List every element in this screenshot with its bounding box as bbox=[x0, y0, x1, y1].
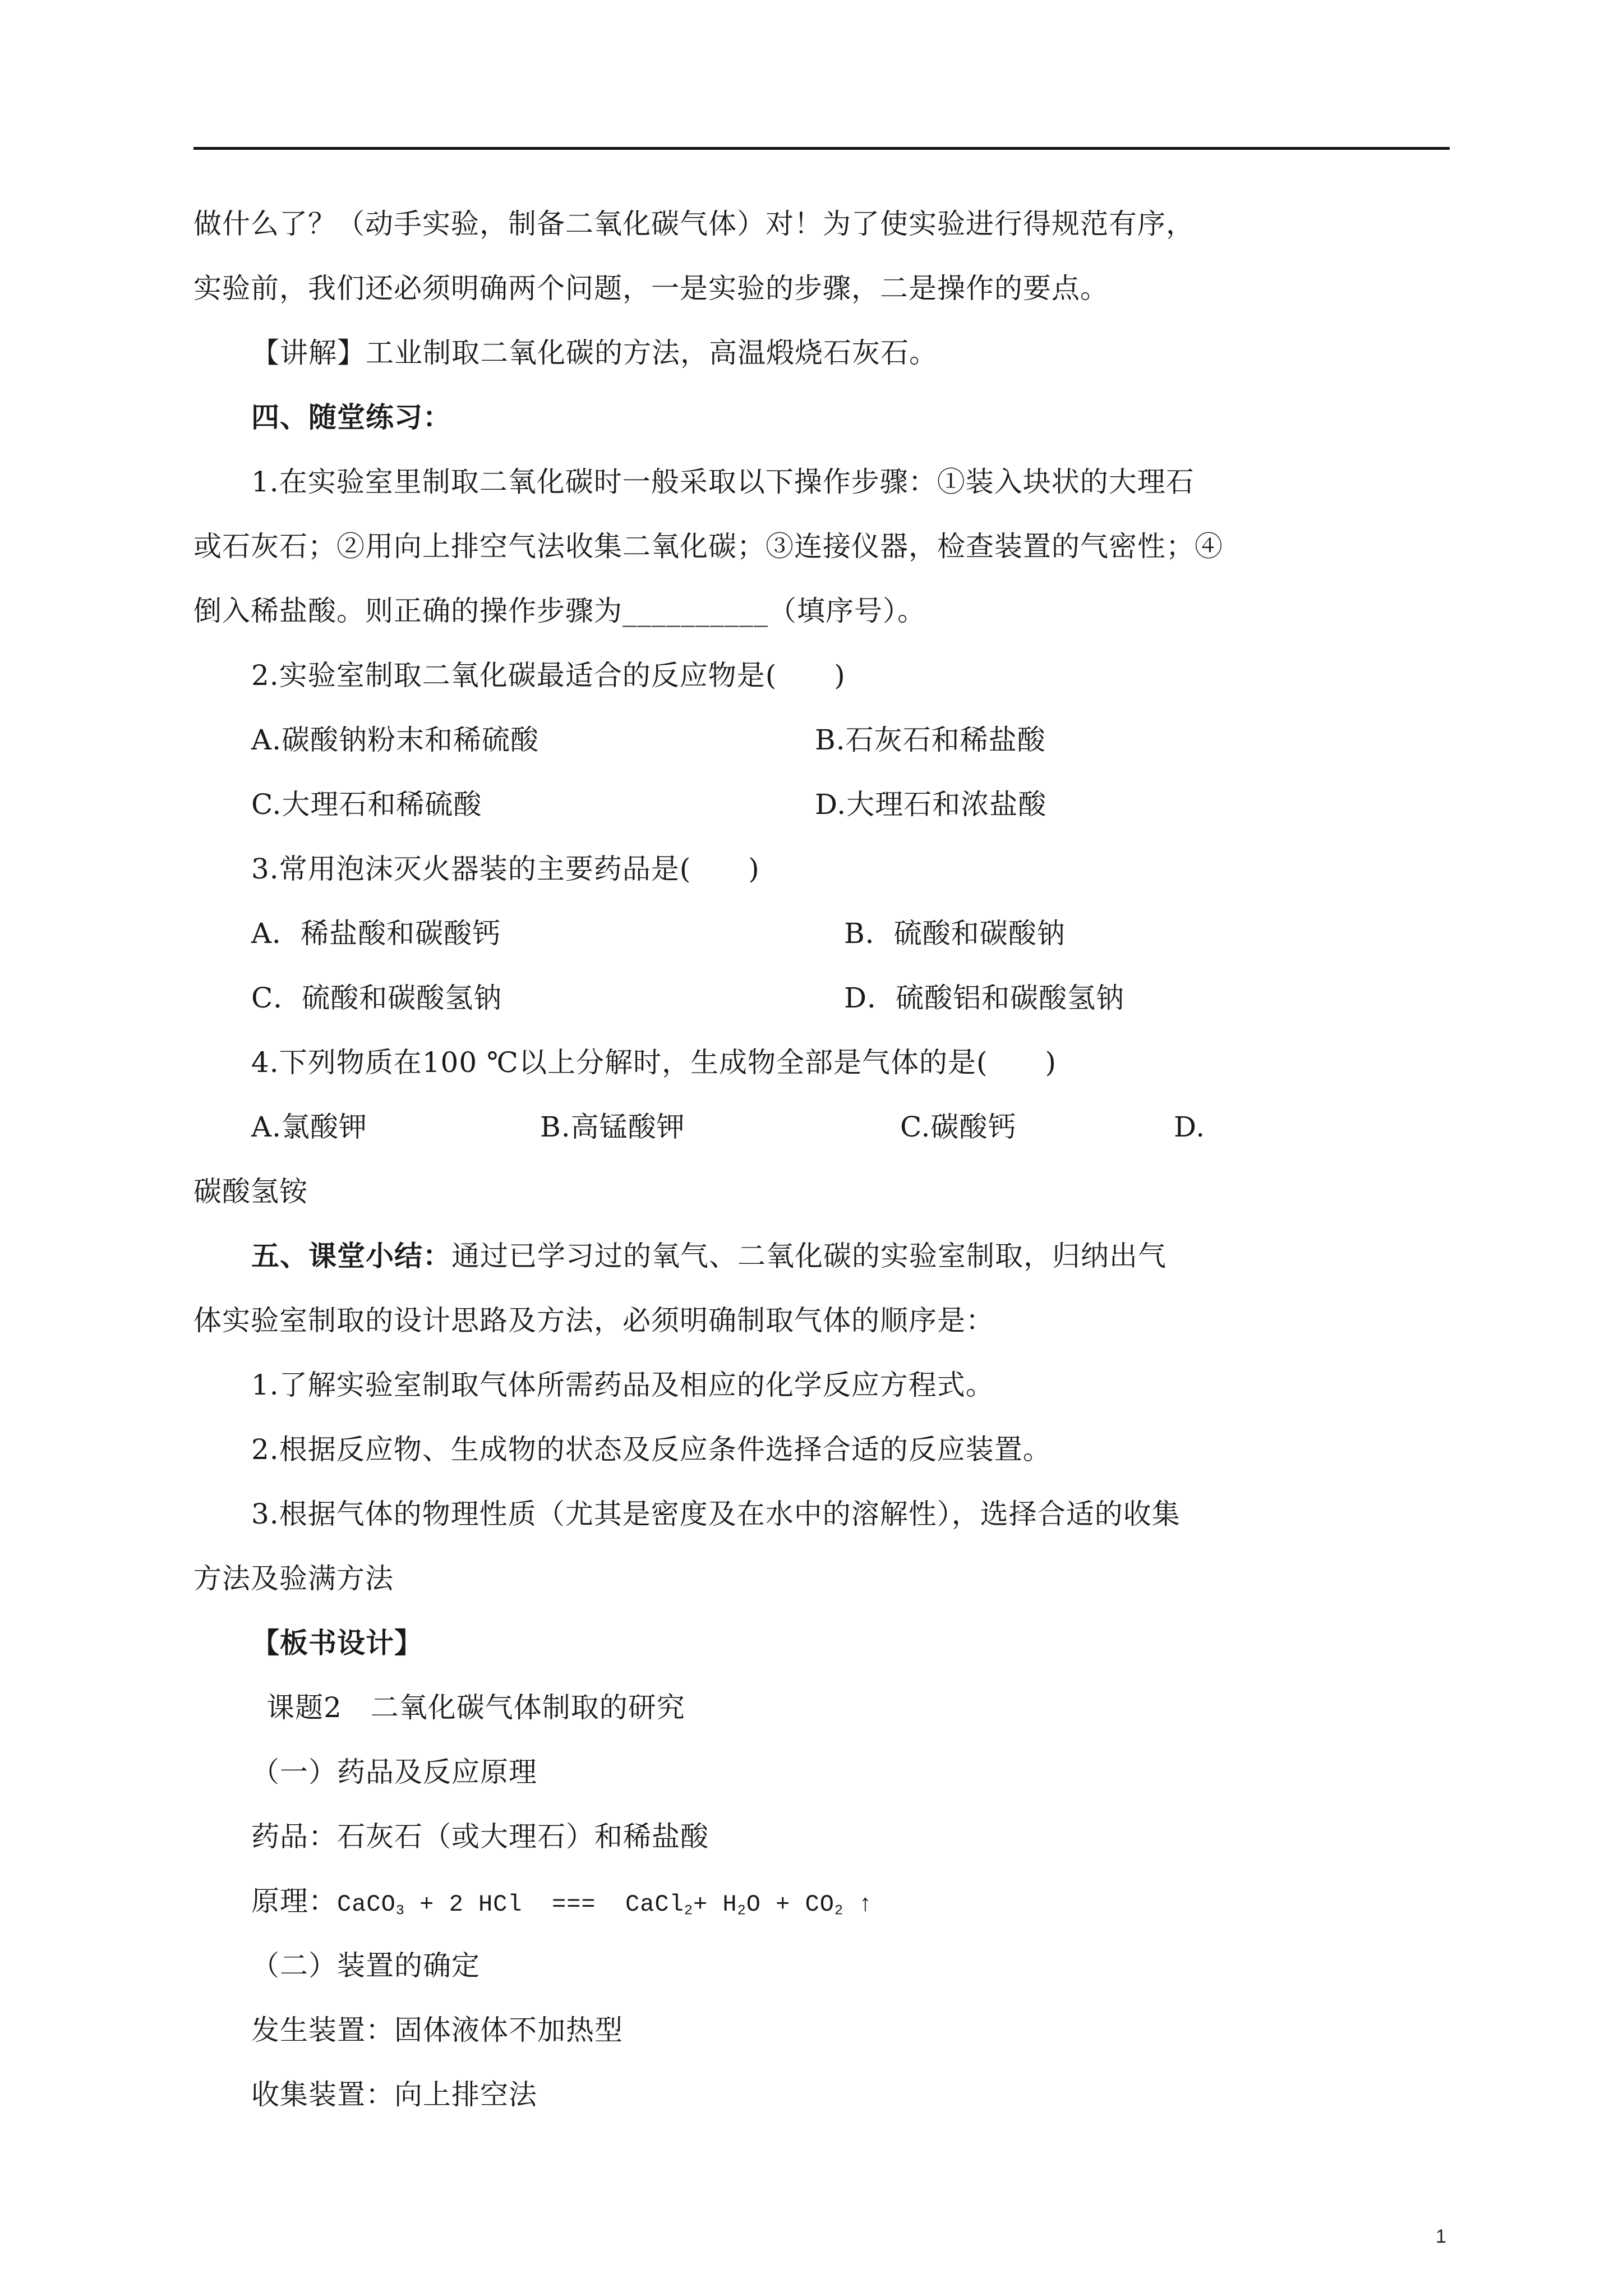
lecture-note: 【讲解】工业制取二氧化碳的方法，高温煅烧石灰石。 bbox=[251, 337, 938, 369]
eq-sub-2c: 2 bbox=[834, 1902, 844, 1919]
q1-line-2: 或石灰石；②用向上排空气法收集二氧化碳；③连接仪器，检查装置的气密性；④ bbox=[193, 530, 1223, 563]
summary-line-1 bbox=[251, 1239, 1166, 1273]
q2-option-c: C.大理石和稀硫酸 bbox=[251, 788, 482, 821]
q4-option-b: B.高锰酸钾 bbox=[540, 1111, 685, 1143]
board-principle bbox=[251, 1884, 873, 1921]
q3-option-c: C．硫酸和碳酸氢钠 bbox=[251, 982, 502, 1014]
q4-option-c: C.碳酸钙 bbox=[900, 1111, 1017, 1143]
practice-heading: 四、随堂练习： bbox=[251, 401, 451, 434]
q4-option-d-label: D. bbox=[1174, 1111, 1206, 1143]
eq-o: O + CO bbox=[746, 1891, 834, 1918]
q1-line-1: 1.在实验室里制取二氧化碳时一般采取以下操作步骤：①装入块状的大理石 bbox=[251, 466, 1195, 498]
q4-stem: 4.下列物质在100 ℃以上分解时，生成物全部是气体的是( ) bbox=[251, 1046, 1057, 1079]
q2-option-b: B.石灰石和稀盐酸 bbox=[815, 724, 1046, 756]
intro-line-2: 实验前，我们还必须明确两个问题，一是实验的步骤，二是操作的要点。 bbox=[193, 272, 1109, 305]
q3-option-b: B．硫酸和碳酸钠 bbox=[844, 917, 1066, 950]
eq-mid: + 2 HCl === CaCl bbox=[404, 1891, 684, 1918]
q1-line-3: 倒入稀盐酸。则正确的操作步骤为__________（填序号）。 bbox=[193, 595, 926, 627]
eq-caco: CaCO bbox=[337, 1891, 396, 1918]
q3-option-d: D．硫酸铝和碳酸氢钠 bbox=[844, 982, 1125, 1014]
intro-line-1: 做什么了？（动手实验，制备二氧化碳气体）对！为了使实验进行得规范有序， bbox=[193, 208, 1195, 240]
q2-option-a: A.碳酸钠粉末和稀硫酸 bbox=[251, 724, 540, 756]
reaction-equation bbox=[337, 1891, 873, 1918]
header-rule bbox=[193, 147, 1450, 150]
q4-option-a: A.氯酸钾 bbox=[251, 1111, 368, 1143]
q2-option-d: D.大理石和浓盐酸 bbox=[815, 788, 1047, 821]
board-collector: 收集装置：向上排空法 bbox=[251, 2078, 537, 2111]
summary-line-1-text: 通过已学习过的氧气、二氧化碳的实验室制取，归纳出气 bbox=[451, 1240, 1166, 1272]
gas-arrow-icon: ↑ bbox=[843, 1891, 873, 1918]
page-number: 1 bbox=[1436, 2226, 1446, 2247]
summary-point-3-line-1: 3.根据气体的物理性质（尤其是密度及在水中的溶解性），选择合适的收集 bbox=[251, 1498, 1181, 1530]
summary-point-2: 2.根据反应物、生成物的状态及反应条件选择合适的反应装置。 bbox=[251, 1433, 1052, 1466]
board-heading: 【板书设计】 bbox=[251, 1626, 423, 1659]
board-section-2: （二）装置的确定 bbox=[251, 1949, 480, 1982]
summary-point-1: 1.了解实验室制取气体所需药品及相应的化学反应方程式。 bbox=[251, 1369, 994, 1401]
principle-label: 原理： bbox=[251, 1885, 337, 1917]
eq-h: + H bbox=[693, 1891, 737, 1918]
board-drugs: 药品：石灰石（或大理石）和稀盐酸 bbox=[251, 1820, 709, 1853]
eq-sub-3: 3 bbox=[395, 1902, 405, 1919]
summary-point-3-line-2: 方法及验满方法 bbox=[193, 1562, 394, 1595]
q4-option-d-text: 碳酸氢铵 bbox=[193, 1175, 308, 1208]
eq-sub-2b: 2 bbox=[737, 1902, 746, 1919]
summary-line-2: 体实验室制取的设计思路及方法，必须明确制取气体的顺序是： bbox=[193, 1304, 994, 1337]
summary-heading: 五、课堂小结： bbox=[251, 1239, 451, 1272]
eq-sub-2a: 2 bbox=[684, 1902, 693, 1919]
board-title: 课题2 二氧化碳气体制取的研究 bbox=[266, 1691, 685, 1724]
q3-stem: 3.常用泡沫灭火器装的主要药品是( ) bbox=[251, 853, 760, 885]
q3-option-a: A．稀盐酸和碳酸钙 bbox=[251, 917, 501, 950]
board-generator: 发生装置：固体液体不加热型 bbox=[251, 2014, 623, 2046]
board-section-1: （一）药品及反应原理 bbox=[251, 1756, 537, 1788]
q2-stem: 2.实验室制取二氧化碳最适合的反应物是( ) bbox=[251, 659, 846, 692]
